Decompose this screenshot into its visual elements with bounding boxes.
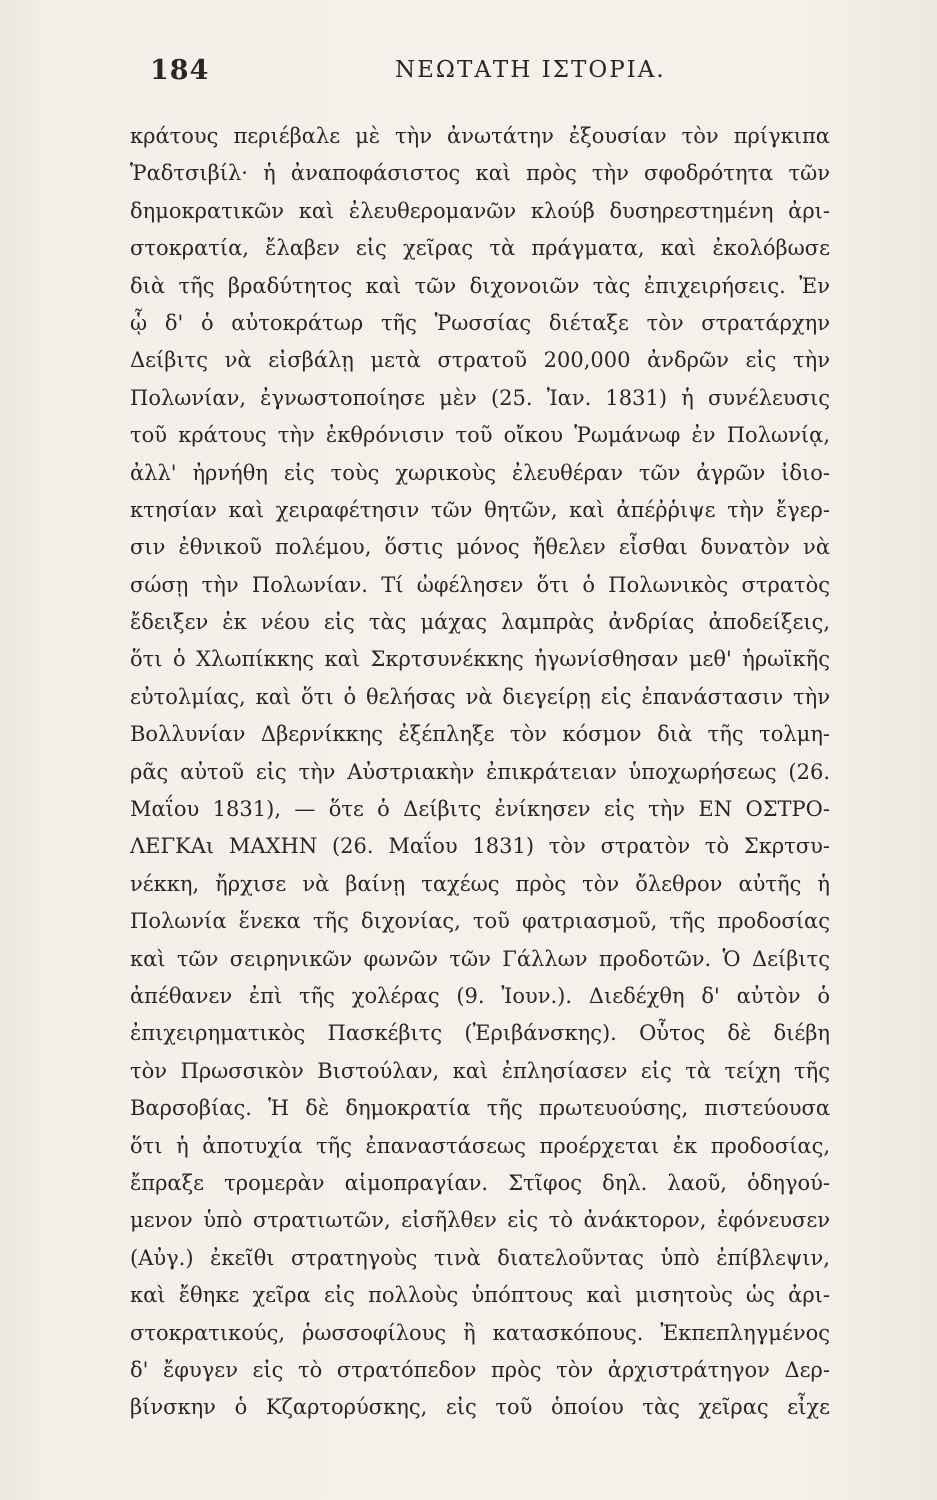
text-line: μενον ὑπὸ στρατιωτῶν, εἰσῆλθεν εἰς τὸ ἀνάκτορον, ἐφόνευσεν [130,1208,830,1233]
text-line: ἔπραξε τρομερὰν αἱμοπραγίαν. Στῖφος δηλ. λαοῦ, ὁδηγού- [130,1170,830,1195]
text-line: Πολωνίαν, ἐγνωστοποίησε μὲν (25. Ἰαν. 1831) ἡ συνέλευσις [130,385,830,410]
text-line: Ῥαδτσιβίλ· ἡ ἀναποφάσιστος καὶ πρὸς τὴν σφοδρότητα τῶν [130,161,830,186]
text-line: ἀπέθανεν ἐπὶ τῆς χολέρας (9. Ἰουν.). Διεδέχθη δ' αὐτὸν ὁ [130,983,830,1008]
text-line: Δείβιτς νὰ εἰσβάλῃ μετὰ στρατοῦ 200,000 ἀνδρῶν εἰς τὴν [130,348,830,373]
text-line: ἔδειξεν ἐκ νέου εἰς τὰς μάχας λαμπρὰς ἀνδρίας ἀποδείξεις, [130,610,830,635]
text-line: ᾧ δ' ὁ αὐτοκράτωρ τῆς Ῥωσσίας διέταξε τὸν στρατάρχην [130,310,830,335]
text-line: ΛΕΓΚΑι ΜΑΧΗΝ (26. Μαΐου 1831) τὸν στρατὸν τὸ Σκρτσυ- [130,834,830,859]
running-head: ΝΕΩΤΑΤΗ ΙΣΤΟΡΙΑ. [395,57,666,83]
text-line: ὅτι ὁ Χλωπίκκης καὶ Σκρτσυνέκκης ἠγωνίσθησαν μεθ' ἡρωϊκῆς [130,647,830,672]
text-line: νέκκη, ἤρχισε νὰ βαίνῃ ταχέως πρὸς τὸν ὄλεθρον αὐτῆς ἡ [130,871,830,896]
text-line: κτησίαν καὶ χειραφέτησιν τῶν θητῶν, καὶ ἀπέῤῥιψε τὴν ἔγερ- [130,497,830,522]
body-text [130,118,830,1427]
text-line: κράτους περιέβαλε μὲ τὴν ἀνωτάτην ἐξουσίαν τὸν πρίγκιπα [130,124,830,148]
text-line: στοκρατικούς, ῥωσσοφίλους ἢ κατασκόπους. Ἐκπεπληγμένος [130,1320,830,1345]
text-line: ἀλλ' ἠρνήθη εἰς τοὺς χωρικοὺς ἐλευθέραν τῶν ἀγρῶν ἰδιο- [130,460,830,485]
text-line: τοῦ κράτους τὴν ἐκθρόνισιν τοῦ οἴκου Ῥωμάνωφ ἐν Πολωνίᾳ, [130,423,830,448]
text-line: βίνσκην ὁ Κζαρτορύσκης, εἰς τοῦ ὁποίου τὰς χεῖρας εἶχε [130,1395,830,1420]
text-line: σώσῃ τὴν Πολωνίαν. Τί ὠφέλησεν ὅτι ὁ Πολωνικὸς στρατὸς [130,572,830,597]
text-line: Βολλυνίαν Δβερνίκκης ἐξέπληξε τὸν κόσμον διὰ τῆς τολμη- [130,722,830,747]
text-line: στοκρατία, ἔλαβεν εἰς χεῖρας τὰ πράγματα, καὶ ἐκολόβωσε [130,236,830,261]
text-line: ὅτι ἡ ἀποτυχία τῆς ἐπαναστάσεως προέρχεται ἐκ προδοσίας, [130,1133,830,1158]
text-line: καὶ ἔθηκε χεῖρα εἰς πολλοὺς ὑπόπτους καὶ μισητοὺς ὡς ἀρι- [130,1283,830,1308]
text-line: δ' ἔφυγεν εἰς τὸ στρατόπεδον πρὸς τὸν ἀρχιστράτηγον Δερ- [130,1357,830,1382]
text-line: Πολωνία ἕνεκα τῆς διχονίας, τοῦ φατριασμοῦ, τῆς προδοσίας [130,909,830,934]
text-line: διὰ τῆς βραδύτητος καὶ τῶν διχονοιῶν τὰς ἐπιχειρήσεις. Ἐν [130,273,830,298]
text-line: Βαρσοβίας. Ἡ δὲ δημοκρατία τῆς πρωτευούσης, πιστεύουσα [130,1096,830,1121]
text-line: Μαΐου 1831), — ὅτε ὁ Δείβιτς ἐνίκησεν εἰς τὴν ΕΝ ΟΣΤΡΟ- [130,797,830,822]
page-number: 184 [150,55,210,86]
text-line: καὶ τῶν σειρηνικῶν φωνῶν τῶν Γάλλων προδοτῶν. Ὁ Δείβιτς [130,946,830,971]
text-line: σιν ἐθνικοῦ πολέμου, ὅστις μόνος ἤθελεν εἶσθαι δυνατὸν νὰ [130,535,830,560]
text-line: δημοκρατικῶν καὶ ἐλευθερομανῶν κλούβ δυσηρεστημένη ἀρι- [130,198,830,223]
page-header [150,55,850,95]
text-line: ἐπιχειρηματικὸς Πασκέβιτς (Ἐριβάνσκης). Οὗτος δὲ διέβη [130,1021,830,1046]
text-line: (Αὐγ.) ἐκεῖθι στρατηγοὺς τινὰ διατελοῦντας ὑπὸ ἐπίβλεψιν, [130,1245,830,1270]
text-line: τὸν Πρωσσικὸν Βιστούλαν, καὶ ἐπλησίασεν εἰς τὰ τείχη τῆς [130,1058,830,1083]
text-line: ρᾶς αὐτοῦ εἰς τὴν Αὐστριακὴν ἐπικράτειαν ὑποχωρήσεως (26. [130,759,830,784]
text-line: εὐτολμίας, καὶ ὅτι ὁ θελήσας νὰ διεγείρῃ εἰς ἐπανάστασιν τὴν [130,684,830,709]
